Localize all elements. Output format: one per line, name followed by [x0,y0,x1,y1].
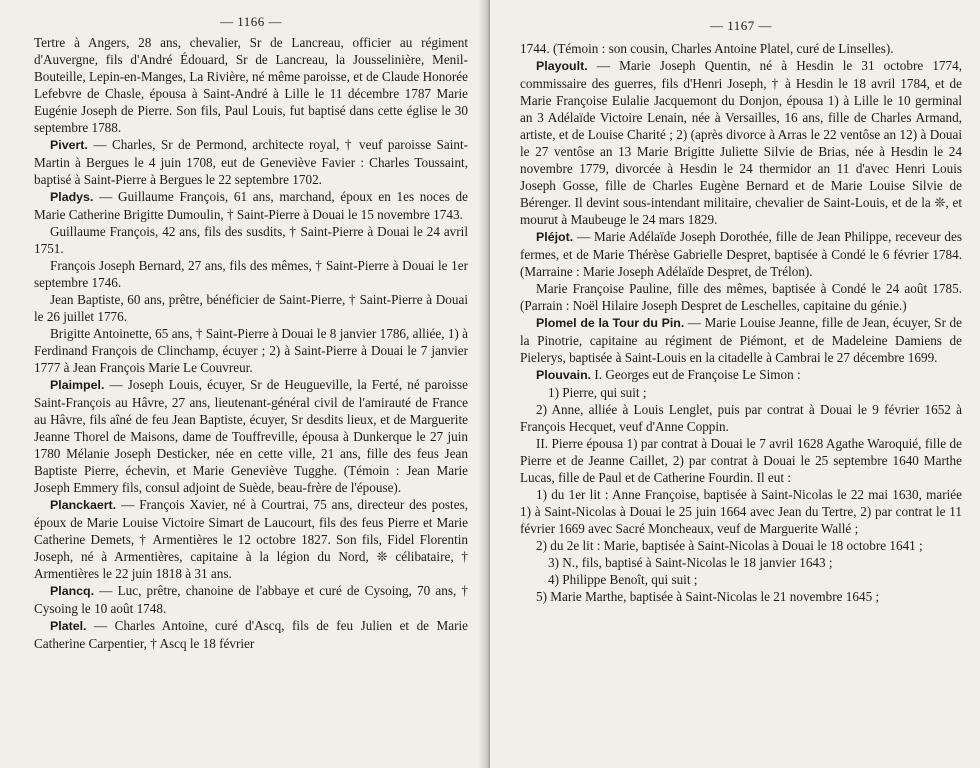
entry-paragraph: Plancq. — Luc, prêtre, chanoine de l'abbaye et curé de Cysoing, 70 ans, † Cysoing le 10 août 1748. [34,583,468,616]
entry-paragraph: Brigitte Antoinette, 65 ans, † Saint-Pierre à Douai le 8 janvier 1786, alliée, 1) à Ferdinand François de Clinchamp, écuyer ; 2) à Saint-Pierre à Douai le 7 janvier 1777 à Jean François Marie Le Couvreur. [34,326,468,375]
page-number: — 1167 — [709,18,773,33]
entry-paragraph: Pléjot. — Marie Adélaïde Joseph Dorothée, fille de Jean Philippe, receveur des fermes, et de Marie Thérèse Gabrielle Despret, baptisée à Condé le 6 février 1784. (Marraine : Marie Joseph Adélaïde Despret, de Trélon). [520,229,962,279]
surname-heading: Plomel de la Tour du Pin. [536,316,685,330]
list-item: 2) Anne, alliée à Louis Lenglet, puis par contrat à Douai le 9 février 1652 à François Hecquet, veuf d'Anne Coppin. [520,402,962,434]
list-item: 1) du 1er lit : Anne Françoise, baptisée à Saint-Nicolas le 22 mai 1630, mariée 1) à Saint-Nicolas à Douai le 25 juin 1664 avec Jean du Tertre, 2) par contrat le 11 février 1669 avec Sacré Moncheaux, veuf de Marguerite Wallé ; [520,487,962,536]
entry-paragraph: Plaimpel. — Joseph Louis, écuyer, Sr de Heugueville, la Ferté, né paroisse Saint-François au Hâvre, 27 ans, lieutenant-général civil de l'amirauté de France au Hâvre, fils aîné de feu Jean Baptiste, écuyer, Sr desdits lieux, et de Marguerite Jeanne Thorel de Maisons, dame de Touffreville, épousa à Dunkerque le 27 juin 1780 Mélanie Joseph Desticker, née en cette ville, 21 ans, fille des feus Jean Baptiste Pierre, échevin, et Marie Geneviève Tugghe. (Témoin : Jean Marie Joseph Emmery fils, consul adjoint de Suède, beau-frère de l'épouse). [34,377,468,495]
surname-heading: Planckaert. [50,498,117,512]
list-item: 1) Pierre, qui suit ; [548,385,647,400]
entry-paragraph: Jean Baptiste, 60 ans, prêtre, bénéficier de Saint-Pierre, † Saint-Pierre à Douai le 26 juillet 1776. [34,292,468,324]
entry-paragraph: François Joseph Bernard, 27 ans, fils des mêmes, † Saint-Pierre à Douai le 1er septembre 1746. [34,258,468,290]
entry-paragraph: Tertre à Angers, 28 ans, chevalier, Sr de Lancreau, officier au régiment d'Auvergne, fils d'André Édouard, Sr de Lancreau, la Jousselinière, Menil-Bouteille, Lepin-en-Manges, La Rivière, né même paroisse, et de Claude Honorée Lefebvre de Chasle, épousa à Saint-André à Lille le 11 décembre 1787 Marie Eugénie Joseph de Pierre. Son fils, Paul Louis, fut baptisé dans cette église le 30 septembre 1788. [34,35,468,135]
right-text-column [520,40,962,605]
entry-paragraph: Playoult. — Marie Joseph Quentin, né à Hesdin le 31 octobre 1774, commissaire des guerres, fils d'Henri Joseph, † à Hesdin le 18 avril 1784, et de Marie Françoise Eulalie Jacquemont du Donjon, épousa 1) à Lille le 10 germinal an 3 Adélaïde Victoire Lenain, née à Versailles, 16 ans, fille de Charles Armand, artiste, et de Louise Charité ; 2) (après divorce à Arras le 22 ventôse an 12) à Douai le 27 ventôse an 13 Marie Brigitte Juliette Silvie de Brias, née à Hesdin le 24 novembre 1779, divorcée à Hesdin le 24 thermidor an 11 d'avec Henri Louis Joseph Gosse, fille de Charles Eugène Bernard et de Marie Louise Silvie de Bérenger. Il devint sous-intendant militaire, chevalier de Saint-Louis, et de la ❊, et mourut à Maubeuge le 24 mars 1829. [520,58,963,227]
list-item: 3) N., fils, baptisé à Saint-Nicolas le 18 janvier 1643 ; [548,555,833,570]
surname-heading: Pivert. [50,138,88,152]
surname-heading: Plaimpel. [50,378,105,392]
entry-paragraph: Marie Françoise Pauline, fille des mêmes, baptisée à Condé le 24 août 1785. (Parrain : Noël Hilaire Joseph Despret de Leschelles, capitaine du génie.) [520,281,962,313]
entry-paragraph: Plomel de la Tour du Pin. — Marie Louise Jeanne, fille de Jean, écuyer, Sr de la Pinotrie, capitaine au régiment de Piémont, et de Madeleine Damiens de Pielerys, baptisée à Saint-Louis en la citadelle à Cambrai le 27 décembre 1699. [520,315,962,365]
entry-paragraph: II. Pierre épousa 1) par contrat à Douai le 7 avril 1628 Agathe Waroquié, fille de Pierre et de Jeanne Caillet, 2) par contrat à Douai le 25 septembre 1640 Marthe Lucas, fille de Paul et de Catherine Fourdin. Il eut : [520,436,962,485]
entry-paragraph: Platel. — Charles Antoine, curé d'Ascq, fils de feu Julien et de Marie Catherine Carpentier, † Ascq le 18 février [34,618,468,651]
entry-paragraph: 1744. (Témoin : son cousin, Charles Antoine Platel, curé de Linselles). [520,41,894,56]
entry-paragraph: Pivert. — Charles, Sr de Permond, architecte royal, † veuf paroisse Saint-Martin à Bergues le 4 juin 1708, eut de Geneviève Favier : Charles Toussaint, baptisé à Saint-Pierre à Bergues le 22 septembre 1702. [34,137,469,187]
entry-paragraph: Plouvain. I. Georges eut de Françoise Le Simon : [536,367,801,382]
surname-heading: Pladys. [50,190,94,204]
surname-heading: Platel. [50,619,87,633]
list-item: 5) Marie Marthe, baptisée à Saint-Nicolas le 21 novembre 1645 ; [536,589,880,604]
surname-heading: Playoult. [536,59,588,73]
entry-paragraph: Pladys. — Guillaume François, 61 ans, marchand, époux en 1es noces de Marie Catherine Brigitte Dumoulin, † Saint-Pierre à Douai le 15 novembre 1743. [34,189,469,222]
surname-heading: Plancq. [50,584,95,598]
entry-paragraph: Planckaert. — François Xavier, né à Courtrai, 75 ans, directeur des postes, époux de Marie Louise Victoire Simart de Laucourt, fils des feus Pierre et Marie Catherine Demets, † Armentières le 12 octobre 1827. Son fils, Fidel Florentin Joseph, né à Armentières, capitaine à la légion du Nord, ❊ célibataire, † Armentières le 22 juin 1818 à 31 ans. [34,497,468,581]
surname-heading: Pléjot. [536,230,574,244]
surname-heading: Plouvain. [536,368,592,382]
entry-paragraph: Guillaume François, 42 ans, fils des susdits, † Saint-Pierre à Douai le 24 avril 1751. [34,224,468,256]
list-item: 2) du 2e lit : Marie, baptisée à Saint-Nicolas à Douai le 18 octobre 1641 ; [536,538,923,553]
page-number: — 1166 — [219,14,283,29]
left-text-column [34,34,468,652]
right-page [490,0,980,768]
list-item: 4) Philippe Benoît, qui suit ; [548,572,698,587]
